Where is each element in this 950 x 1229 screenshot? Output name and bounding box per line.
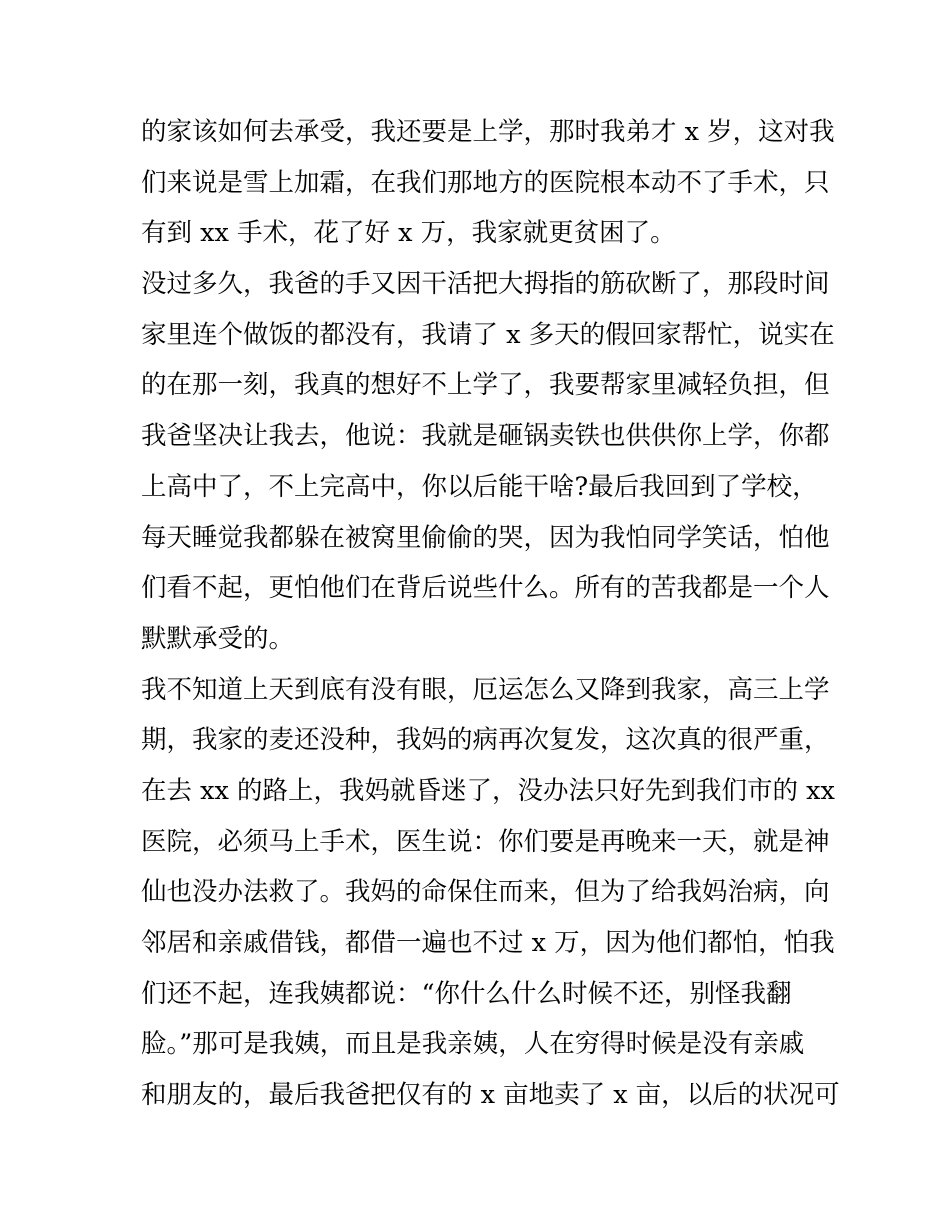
text-line: 和朋友的，最后我爸把仅有的 x 亩地卖了 x 亩，以后的状况可 bbox=[141, 1080, 840, 1111]
text-line: 我爸坚决让我去，他说：我就是砸锅卖铁也供供你上学，你都 bbox=[141, 421, 830, 452]
text-line: 们看不起，更怕他们在背后说些什么。所有的苦我都是一个人 bbox=[141, 573, 830, 604]
text-line: 在去 xx 的路上，我妈就昏迷了，没办法只好先到我们市的 xx bbox=[141, 775, 835, 806]
text-line: 仙也没办法救了。我妈的命保住而来，但为了给我妈治病，向 bbox=[141, 877, 830, 908]
text-line: 默默承受的。 bbox=[141, 623, 295, 654]
text-line: 有到 xx 手术，花了好 x 万，我家就更贫困了。 bbox=[141, 218, 676, 249]
text-line: 们来说是雪上加霜，在我们那地方的医院根本动不了手术，只 bbox=[141, 167, 830, 198]
text-line: 没过多久，我爸的手又因干活把大拇指的筋砍断了，那段时间 bbox=[141, 269, 830, 300]
text-line: 期，我家的麦还没种，我妈的病再次复发，这次真的很严重， bbox=[141, 725, 830, 756]
text-line: 上高中了，不上完高中，你以后能干啥?最后我回到了学校， bbox=[141, 471, 818, 502]
text-line: 的在那一刻，我真的想好不上学了，我要帮家里减轻负担，但 bbox=[141, 370, 830, 401]
text-line: 医院，必须马上手术，医生说：你们要是再晚来一天，就是神 bbox=[141, 826, 830, 857]
text-line: 的家该如何去承受，我还要是上学，那时我弟才 x 岁，这对我 bbox=[141, 117, 835, 147]
text-line: 每天睡觉我都躲在被窝里偷偷的哭，因为我怕同学笑话，怕他 bbox=[141, 522, 830, 553]
text-line: 们还不起，连我姨都说：“你什么什么时候不还，别怪我翻 bbox=[141, 978, 792, 1009]
text-line: 我不知道上天到底有没有眼，厄运怎么又降到我家，高三上学 bbox=[141, 674, 830, 705]
body-text bbox=[141, 107, 840, 1121]
text-line: 脸。”那可是我姨，而且是我亲姨，人在穷得时候是没有亲戚 bbox=[141, 1029, 805, 1060]
text-line: 邻居和亲戚借钱，都借一遍也不过 x 万，因为他们都怕，怕我 bbox=[141, 928, 835, 958]
text-line: 家里连个做饭的都没有，我请了 x 多天的假回家帮忙，说实在 bbox=[141, 319, 835, 350]
